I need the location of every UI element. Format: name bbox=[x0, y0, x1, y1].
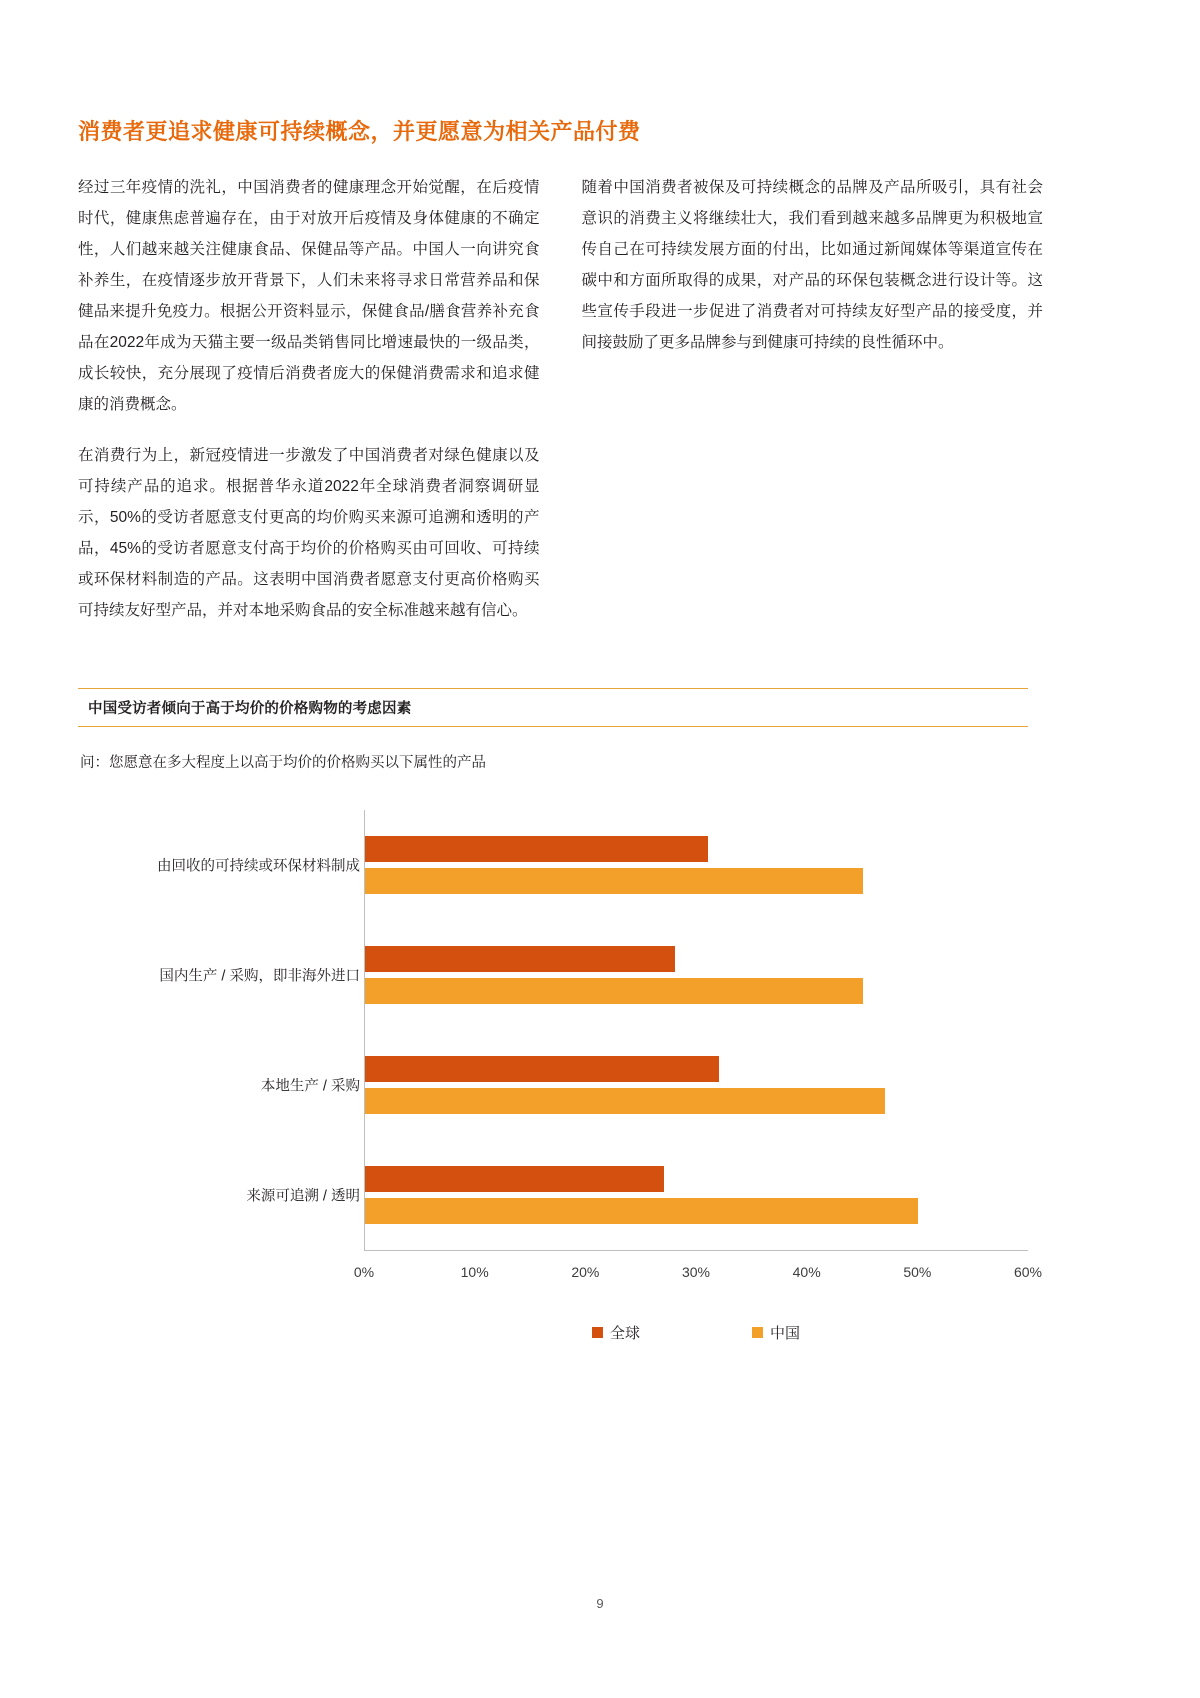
legend-swatch-icon bbox=[592, 1327, 603, 1338]
chart-x-tick: 40% bbox=[792, 1264, 821, 1280]
page-number: 9 bbox=[596, 1596, 604, 1611]
chart-x-axis bbox=[353, 1250, 1043, 1290]
chart-figure bbox=[78, 688, 1043, 1342]
right-column bbox=[582, 172, 1044, 626]
chart-legend bbox=[364, 1322, 1028, 1343]
chart-x-tick: 60% bbox=[1013, 1264, 1043, 1280]
paragraph: 经过三年疫情的洗礼，中国消费者的健康理念开始觉醒，在后疫情时代，健康焦虑普遍存在，由于对放开后疫情及身体健康的不确定性，人们越来越关注健康食品、保健品等产品。中国人一向讲究食补养生，在疫情逐步放开背景下，人们未来将寻求日常营养品和保健品来提升免疫力。根据公开资料显示，保健食品/膳食营养补充食品在2022年成为天猫主要一级品类销售同比增速最快的一级品类，成长较快，充分展现了疫情后消费者庞大的保健消费需求和追求健康的消费概念。 bbox=[78, 179, 540, 413]
chart-category-label: 本地生产 / 采购 bbox=[260, 1078, 360, 1095]
chart-bar bbox=[365, 1088, 885, 1114]
chart-title-bar bbox=[78, 688, 1028, 727]
paragraph: 随着中国消费者被保及可持续概念的品牌及产品所吸引，具有社会意识的消费主义将继续壮大，我们看到越来越多品牌更为积极地宣传自己在可持续发展方面的付出，比如通过新闻媒体等渠道宣传在碳中和方面所取得的成果，对产品的环保包装概念进行设计等。这些宣传手段进一步促进了消费者对可持续友好型产品的接受度，并间接鼓励了更多品牌参与到健康可持续的良性循环中。 bbox=[581, 179, 1043, 351]
legend-label: 中国 bbox=[770, 1325, 801, 1342]
chart-bar bbox=[365, 836, 708, 862]
legend-label: 全球 bbox=[609, 1325, 640, 1342]
chart-question: 问：您愿意在多大程度上以高于均价的价格购买以下属性的产品 bbox=[80, 755, 486, 771]
chart-x-tick: 20% bbox=[571, 1264, 600, 1280]
chart-category-label: 国内生产 / 采购，即非海外进口 bbox=[159, 968, 360, 985]
left-column bbox=[78, 172, 540, 626]
chart-title: 中国受访者倾向于高于均价的价格购物的考虑因素 bbox=[88, 701, 412, 717]
page-title: 消费者更追求健康可持续概念，并更愿意为相关产品付费 bbox=[78, 118, 641, 144]
chart-x-tick: 0% bbox=[353, 1264, 375, 1280]
chart-bars bbox=[364, 810, 1029, 1250]
paragraph: 在消费行为上，新冠疫情进一步激发了中国消费者对绿色健康以及可持续产品的追求。根据普华永道2022年全球消费者洞察调研显示，50%的受访者愿意支付更高的均价购买来源可追溯和透明的产品，45%的受访者愿意支付高于均价的价格购买由可回收、可持续或环保材料制造的产品。这表明中国消费者愿意支付更高价格购买可持续友好型产品，并对本地采购食品的安全标准越来越有信心。 bbox=[78, 447, 540, 619]
chart-bar bbox=[365, 946, 675, 972]
chart-category-label: 由回收的可持续或环保材料制成 bbox=[157, 858, 360, 875]
body-columns bbox=[78, 172, 1043, 626]
chart-x-tick: 30% bbox=[681, 1264, 711, 1280]
legend-swatch-icon bbox=[752, 1327, 763, 1338]
chart-x-tick: 10% bbox=[460, 1264, 489, 1280]
chart-x-tick: 50% bbox=[903, 1264, 932, 1280]
chart-plot-area bbox=[78, 810, 1043, 1342]
chart-category-label: 来源可追溯 / 透明 bbox=[246, 1188, 360, 1205]
chart-legend-item bbox=[752, 1322, 800, 1343]
chart-bar bbox=[365, 978, 863, 1004]
chart-bar bbox=[365, 1198, 918, 1224]
chart-bar bbox=[365, 1166, 664, 1192]
chart-legend-item bbox=[592, 1322, 640, 1343]
chart-category-labels bbox=[78, 810, 360, 1250]
chart-bar bbox=[365, 1056, 719, 1082]
axis-line bbox=[364, 1250, 1028, 1251]
chart-bar bbox=[365, 868, 863, 894]
